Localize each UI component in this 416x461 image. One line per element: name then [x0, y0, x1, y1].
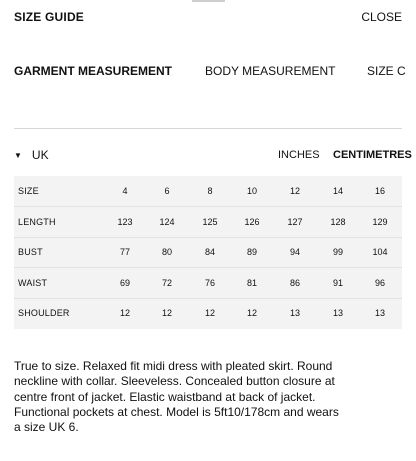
table-cell: 14: [332, 186, 343, 196]
table-cell: 125: [202, 216, 218, 227]
table-row: [14, 268, 402, 299]
row-label: BUST: [18, 247, 43, 257]
table-cell: 91: [332, 277, 343, 288]
table-cell: 128: [330, 216, 346, 227]
row-label: SIZE: [18, 186, 39, 196]
table-cell: 13: [332, 308, 343, 318]
row-label: SHOULDER: [18, 308, 70, 318]
region-unit-row: [14, 148, 412, 162]
row-label: WAIST: [18, 277, 48, 288]
table-cell: 124: [159, 216, 175, 227]
table-cell: 81: [246, 277, 257, 288]
table-cell: 8: [207, 186, 213, 196]
table-cell: 13: [289, 308, 300, 318]
table-row: [14, 237, 402, 268]
table-cell: 76: [204, 277, 215, 288]
table-cell: 127: [287, 216, 303, 227]
tab-body-measurement[interactable]: BODY MEASUREMENT: [205, 64, 336, 78]
table-cell: 129: [372, 216, 388, 227]
section-divider: [14, 128, 402, 129]
table-cell: 12: [289, 186, 300, 196]
table-cell: 94: [289, 247, 300, 257]
table-cell: 16: [374, 186, 385, 196]
tab-size-conversion[interactable]: SIZE C: [367, 64, 406, 78]
table-cell: 12: [246, 308, 257, 318]
table-cell: 126: [244, 216, 260, 227]
unit-inches-button[interactable]: INCHES: [278, 149, 320, 161]
table-row: [14, 176, 402, 207]
product-description: True to size. Relaxed fit midi dress with pleated skirt. Round neckline with collar. Sleeveless. Concealed button closure at centre front of jacket. Elastic waistband at back of jacket. Functional pockets at chest. Model is 5ft10/178cm and wears a size UK 6.: [14, 359, 339, 435]
table-cell: 12: [161, 308, 172, 318]
measurement-tabs: [14, 64, 416, 78]
table-cell: 86: [289, 277, 300, 288]
row-label: LENGTH: [18, 216, 56, 227]
table-cell: 96: [374, 277, 385, 288]
table-cell: 13: [374, 308, 385, 318]
size-guide-header: [14, 10, 402, 24]
size-table: [14, 176, 402, 329]
table-cell: 80: [161, 247, 172, 257]
tab-garment-measurement[interactable]: GARMENT MEASUREMENT: [14, 64, 172, 78]
region-dropdown[interactable]: [14, 148, 49, 162]
table-cell: 12: [119, 308, 130, 318]
page-title: SIZE GUIDE: [14, 10, 85, 24]
region-label: UK: [31, 148, 49, 162]
table-cell: 4: [122, 186, 128, 196]
table-cell: 69: [119, 277, 130, 288]
table-row: [14, 207, 402, 238]
table-cell: 123: [117, 216, 133, 227]
caret-down-icon: ▼: [14, 151, 22, 160]
table-cell: 89: [246, 247, 257, 257]
table-row: [14, 298, 402, 328]
table-cell: 99: [332, 247, 343, 257]
close-button[interactable]: CLOSE: [361, 10, 402, 24]
table-cell: 12: [204, 308, 215, 318]
table-cell: 77: [119, 247, 130, 257]
sheet-drag-handle[interactable]: [192, 0, 225, 2]
table-cell: 10: [246, 186, 257, 196]
table-cell: 6: [164, 186, 170, 196]
table-cell: 84: [204, 247, 215, 257]
table-cell: 72: [161, 277, 172, 288]
unit-centimetres-button[interactable]: CENTIMETRES: [333, 149, 412, 161]
table-cell: 104: [372, 247, 388, 257]
